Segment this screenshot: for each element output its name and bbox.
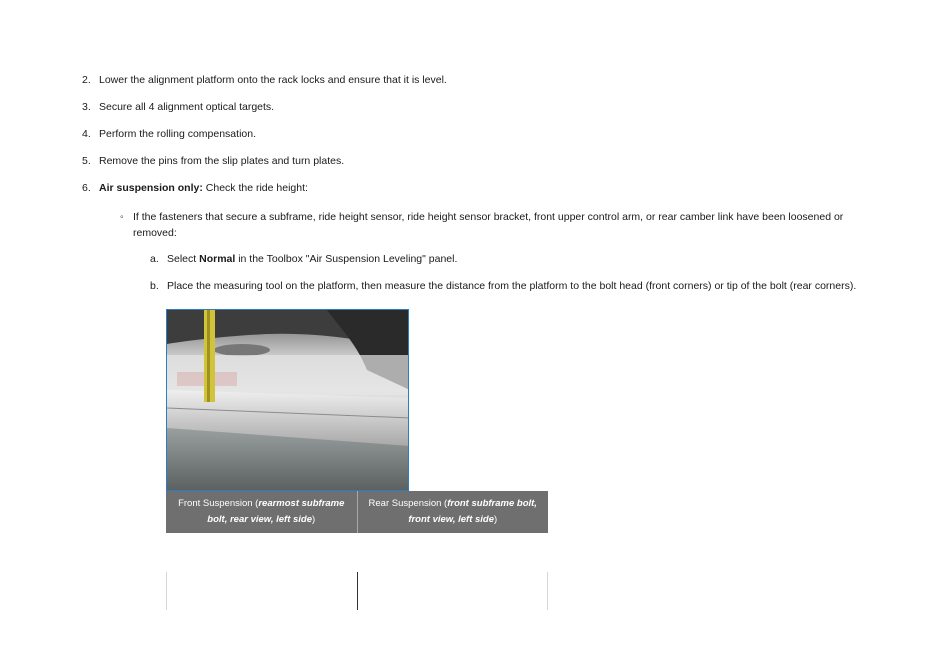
air-suspension-label: Air suspension only: [99, 182, 203, 194]
step-text: Check the ride height: [202, 182, 308, 194]
step-4 [82, 127, 882, 142]
caption-prefix: Front Suspension ( [178, 498, 259, 509]
step-number: 3. [82, 101, 91, 113]
caption-suffix: ) [312, 514, 316, 525]
bullet-text: If the fasteners that secure a subframe, ride height sensor, ride height sensor bracket, front upper control arm, or rear camber link have been loosened or removed: [133, 211, 844, 239]
fastener-condition-bullet [120, 209, 850, 241]
substep-letter: a. [150, 253, 159, 265]
step-number: 2. [82, 74, 91, 86]
substep-b [150, 279, 870, 294]
step-text: Remove the pins from the slip plates and turn plates. [99, 155, 345, 167]
front-suspension-caption [166, 491, 357, 533]
measurement-photo [166, 309, 409, 491]
caption-suffix: ) [494, 514, 498, 525]
step-3 [82, 100, 882, 115]
step-5 [82, 154, 882, 169]
step-6 [82, 181, 882, 196]
rear-suspension-caption [357, 491, 548, 533]
step-text: Perform the rolling compensation. [99, 128, 256, 140]
table-divider [166, 572, 167, 610]
step-2 [82, 73, 882, 88]
caption-prefix: Rear Suspension ( [368, 498, 448, 509]
caption-table [166, 491, 548, 533]
step-text: Secure all 4 alignment optical targets. [99, 101, 275, 113]
caption-detail: rearmost subframe bolt, rear view, left side [207, 498, 345, 525]
step-number: 6. [82, 182, 91, 194]
substep-text: Select [167, 253, 200, 265]
normal-mode-label: Normal [199, 253, 236, 265]
step-number: 4. [82, 128, 91, 140]
step-text: Lower the alignment platform onto the rack locks and ensure that it is level. [99, 74, 447, 86]
substep-a [150, 252, 870, 267]
caption-detail: front subframe bolt, front view, left side [408, 498, 537, 525]
hollow-bullet-icon: ◦ [120, 211, 124, 223]
table-divider [547, 572, 548, 610]
measuring-tool-image [167, 310, 409, 491]
table-divider [357, 572, 358, 610]
substep-text: in the Toolbox "Air Suspension Leveling" panel. [235, 253, 458, 265]
substep-letter: b. [150, 280, 159, 292]
substep-text: Place the measuring tool on the platform, then measure the distance from the platform to the bolt head (front corners) or tip of the bolt (rear corners). [167, 280, 857, 292]
step-number: 5. [82, 155, 91, 167]
